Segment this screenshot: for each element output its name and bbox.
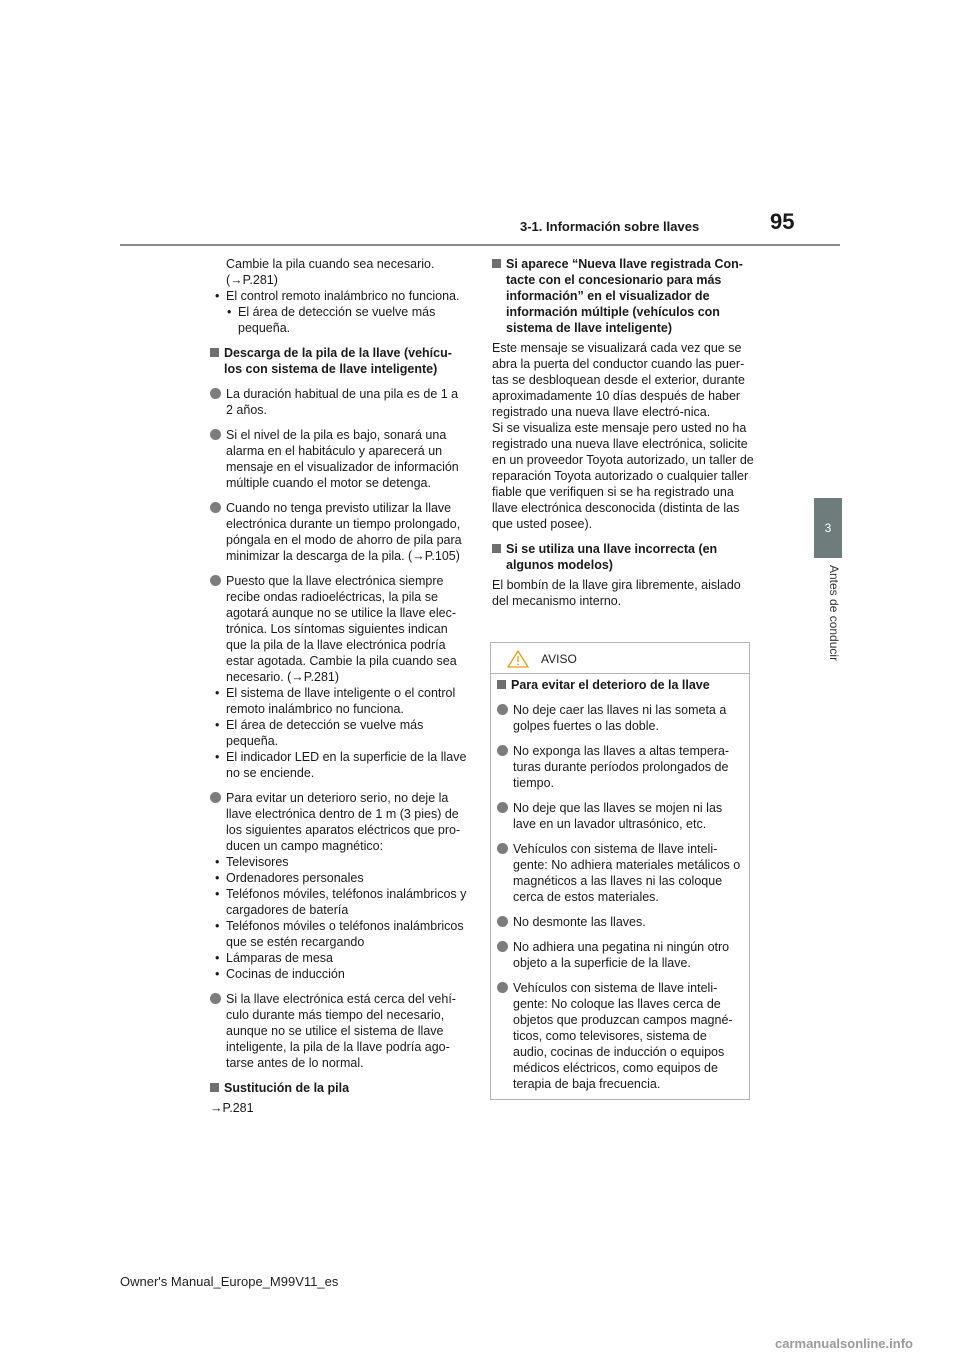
- warning-item: No adhiera una pegatina ni ningún otro objeto a la superficie de la llave.: [497, 939, 741, 971]
- section-title: 3-1. Información sobre llaves: [520, 219, 700, 234]
- square-bullet-icon: [210, 1083, 219, 1092]
- section-heading: Descarga de la pila de la llave (vehícu-los con sistema de llave inteligente): [210, 345, 468, 377]
- warning-triangle-icon: [507, 650, 529, 668]
- circle-bullet-icon: [210, 792, 221, 803]
- body-text: Este mensaje se visualizará cada vez que se abra la puerta del conductor cuando las puer-tas se desbloquean desde el exterior, durante aproximadamente 10 días después de haber registrado una nueva llave electró-nica.: [492, 341, 745, 419]
- section-heading: Si se utiliza una llave incorrecta (en algunos modelos): [492, 541, 754, 573]
- warning-item: Vehículos con sistema de llave inteli-gente: No coloque las llaves cerca de objetos que produzcan campos magné-ticos, como televisores, sistema de audio, cocinas de inducción o equipos médicos eléctricos, como equipos de terapia de baja frecuencia.: [497, 980, 741, 1092]
- warning-header: [491, 643, 749, 674]
- circle-bullet-icon: [210, 575, 221, 586]
- warning-title: AVISO: [541, 652, 577, 666]
- circle-bullet-icon: [210, 502, 221, 513]
- warning-heading: Para evitar el deterioro de la llave: [497, 677, 741, 693]
- circle-bullet-icon: [497, 941, 508, 952]
- warning-item: No deje que las llaves se mojen ni las lave en un lavador ultrasónico, etc.: [497, 800, 741, 832]
- warning-item: No exponga las llaves a altas tempera-turas durante períodos prolongados de tiempo.: [497, 743, 741, 791]
- circle-bullet-icon: [497, 916, 508, 927]
- body-text: El bombín de la llave gira libremente, aislado del mecanismo interno.: [492, 578, 741, 608]
- body-text: Si se visualiza este mensaje pero usted no ha registrado una nueva llave electrónica, solicite en un proveedor Toyota autorizado, un taller de reparación Toyota autorizado o cualquier taller fiable que verifiquen si se ha registrado una llave electrónica desconocida (distinta de las que usted posee).: [492, 421, 754, 531]
- warning-content: [497, 677, 741, 1092]
- list-item: • El indicador LED en la superficie de la llave no se enciende.: [215, 750, 467, 780]
- left-column: [210, 256, 468, 1116]
- bullet-paragraph: Si la llave electrónica está cerca del vehí-culo durante más tiempo del necesario, aunque no se utilice el sistema de llave inteligente, la pila de la llave podría ago-tarse antes de lo normal.: [210, 991, 468, 1071]
- warning-item: No deje caer las llaves ni las someta a golpes fuertes o las doble.: [497, 702, 741, 734]
- square-bullet-icon: [210, 348, 219, 357]
- manual-id: Owner's Manual_Europe_M99V11_es: [120, 1274, 339, 1289]
- circle-bullet-icon: [497, 704, 508, 715]
- header-divider: [120, 244, 840, 246]
- chapter-tab[interactable]: 3: [814, 498, 842, 558]
- continued-text: Cambie la pila cuando sea necesario.: [226, 257, 435, 271]
- bullet-paragraph: La duración habitual de una pila es de 1 a 2 años.: [210, 386, 468, 418]
- warning-box: [490, 642, 750, 1100]
- circle-bullet-icon: [210, 993, 221, 1004]
- section-heading: Si aparece “Nueva llave registrada Con-tacte con el concesionario para más información” en el visualizador de información múltiple (vehículos con sistema de llave inteligente): [492, 256, 754, 336]
- circle-bullet-icon: [497, 802, 508, 813]
- list-item: • Cocinas de inducción: [215, 967, 345, 981]
- warning-item: Vehículos con sistema de llave inteli-gente: No adhiera materiales metálicos o magnéticos a las llaves ni las coloque cerca de estos materiales.: [497, 841, 741, 905]
- list-item: • El control remoto inalámbrico no funciona.: [215, 289, 460, 303]
- circle-bullet-icon: [497, 982, 508, 993]
- circle-bullet-icon: [497, 843, 508, 854]
- list-item: • Teléfonos móviles, teléfonos inalámbricos y cargadores de batería: [215, 887, 467, 917]
- page-ref[interactable]: →P.281: [210, 1101, 254, 1115]
- list-item: • El área de detección se vuelve más pequeña.: [227, 305, 436, 335]
- list-item: • Ordenadores personales: [215, 871, 364, 885]
- bullet-paragraph: Si el nivel de la pila es bajo, sonará una alarma en el habitáculo y aparecerá un mensaje en el visualizador de información múltiple cuando el motor se detenga.: [210, 427, 468, 491]
- bullet-paragraph: Cuando no tenga previsto utilizar la llave electrónica durante un tiempo prolongado, póngala en el modo de ahorro de pila para minimizar la descarga de la pila. (→P.105): [210, 500, 468, 564]
- watermark: carmanualsonline.info: [775, 1336, 913, 1351]
- page-number: 95: [770, 209, 795, 234]
- square-bullet-icon: [492, 544, 501, 553]
- list-item: • Lámparas de mesa: [215, 951, 334, 965]
- list-item: • El área de detección se vuelve más pequeña.: [215, 718, 424, 748]
- chapter-label: Antes de conducir: [827, 565, 841, 662]
- circle-bullet-icon: [497, 745, 508, 756]
- bullet-paragraph: Puesto que la llave electrónica siempre recibe ondas radioeléctricas, la pila se agotará aunque no se utilice la llave elec-trónica. Los síntomas siguientes indican que la pila de la llave electrónica podría estar agotada. Cambie la pila cuando sea necesario. (→P.281): [210, 573, 468, 685]
- list-item: • Televisores: [215, 855, 289, 869]
- square-bullet-icon: [492, 259, 501, 268]
- list-item: • El sistema de llave inteligente o el control remoto inalámbrico no funciona.: [215, 686, 456, 716]
- circle-bullet-icon: [210, 429, 221, 440]
- warning-item: No desmonte las llaves.: [497, 914, 741, 930]
- page-ref[interactable]: (→P.281): [226, 273, 278, 287]
- circle-bullet-icon: [210, 388, 221, 399]
- section-heading: Sustitución de la pila: [210, 1080, 468, 1096]
- square-bullet-icon: [497, 680, 506, 689]
- list-item: • Teléfonos móviles o teléfonos inalámbricos que se estén recargando: [215, 919, 464, 949]
- bullet-paragraph: Para evitar un deterioro serio, no deje la llave electrónica dentro de 1 m (3 pies) de los siguientes aparatos eléctricos que pro-ducen un campo magnético:: [210, 790, 468, 854]
- right-column: [492, 256, 754, 609]
